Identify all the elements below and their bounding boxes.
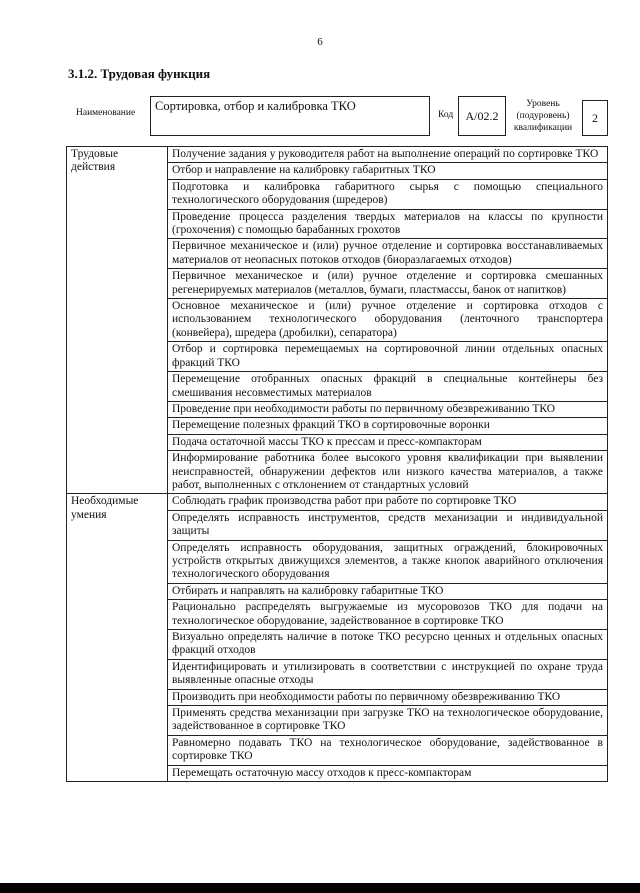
item-cell: Первичное механическое и (или) ручное отделение и сортировка восстанавливаемых материалов от неопасных потоков отходов (биоразлагаемых отходов)	[168, 239, 608, 269]
item-cell: Перемещение полезных фракций ТКО в сортировочные воронки	[168, 418, 608, 434]
section-title: 3.1.2. Трудовая функция	[68, 66, 211, 81]
code-label: Код	[438, 110, 454, 120]
level-value: 2	[582, 100, 608, 136]
name-label: Наименование	[76, 108, 136, 118]
category-cell: Трудовые действия	[67, 147, 168, 494]
item-cell: Подача остаточной массы ТКО к прессам и пресс-компакторам	[168, 434, 608, 450]
item-cell: Применять средства механизации при загрузке ТКО на технологическое оборудование, задействованное в сортировке ТКО	[168, 706, 608, 736]
code-value: А/02.2	[458, 96, 506, 136]
item-cell: Первичное механическое и (или) ручное отделение и сортировка смешанных регенерируемых материалов (металлов, бумаги, пластмассы, банок от напитков)	[168, 269, 608, 299]
item-cell: Производить при необходимости работы по первичному обезвреживанию ТКО	[168, 689, 608, 705]
item-cell: Основное механическое и (или) ручное отделение и сортировка отходов с использованием технологического оборудования (ленточного транспортера (конвейера), шредера (дробилки), сепаратора)	[168, 299, 608, 342]
table-row	[67, 147, 608, 163]
table-row	[67, 494, 608, 510]
item-cell: Отбирать и направлять на калибровку габаритные ТКО	[168, 583, 608, 599]
item-cell: Перемещать остаточную массу отходов к пресс-компакторам	[168, 765, 608, 781]
item-cell: Идентифицировать и утилизировать в соответствии с инструкцией по охране труда выявленные опасные отходы	[168, 659, 608, 689]
item-cell: Определять исправность инструментов, средств механизации и индивидуальной защиты	[168, 510, 608, 540]
item-cell: Проведение процесса разделения твердых материалов на классы по крупности (грохочения) с помощью барабанных грохотов	[168, 209, 608, 239]
item-cell: Равномерно подавать ТКО на технологическое оборудование, задействованное в сортировке ТКО	[168, 735, 608, 765]
page-number: 6	[317, 36, 323, 48]
item-cell: Получение задания у руководителя работ на выполнение операций по сортировке ТКО	[168, 147, 608, 163]
item-cell: Подготовка и калибровка габаритного сырья с помощью специального технологического оборудования (шредеров)	[168, 179, 608, 209]
function-name-value: Сортировка, отбор и калибровка ТКО	[150, 96, 430, 136]
item-cell: Информирование работника более высокого уровня квалификации при выявлении неисправностей, обнаружении дефектов или низкого качества материалов, а также работ, выполненных с отклонением от стандартных условий	[168, 451, 608, 494]
item-cell: Визуально определять наличие в потоке ТКО ресурсно ценных и отдельных опасных фракций отходов	[168, 630, 608, 660]
item-cell: Проведение при необходимости работы по первичному обезвреживанию ТКО	[168, 401, 608, 417]
item-cell: Отбор и сортировка перемещаемых на сортировочной линии отдельных опасных фракций ТКО	[168, 342, 608, 372]
item-cell: Отбор и направление на калибровку габаритных ТКО	[168, 163, 608, 179]
function-table	[66, 146, 608, 782]
item-cell: Рационально распределять выгружаемые из мусоровозов ТКО для подачи на технологическое оборудование, задействованное в сортировке ТКО	[168, 600, 608, 630]
item-cell: Перемещение отобранных опасных фракций в специальные контейнеры без смешивания несовместимых материалов	[168, 372, 608, 402]
category-cell: Необходимые умения	[67, 494, 168, 782]
item-cell: Соблюдать график производства работ при работе по сортировке ТКО	[168, 494, 608, 510]
level-label: Уровень (подуровень) квалификации	[513, 99, 573, 133]
item-cell: Определять исправность оборудования, защитных ограждений, блокировочных устройств открытых движущихся элементов, а также кнопок аварийного отключения технологического оборудования	[168, 540, 608, 583]
scan-border	[0, 883, 640, 893]
